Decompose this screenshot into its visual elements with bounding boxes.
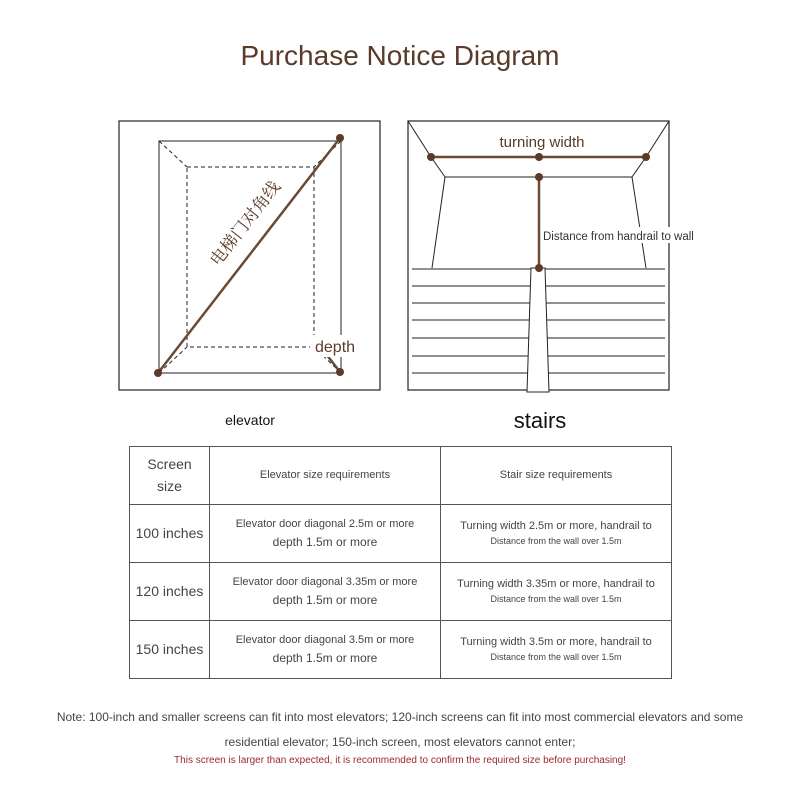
stair-req-line: Turning width 3.35m or more, handrail to — [457, 578, 655, 590]
stairs-caption: stairs — [513, 408, 567, 433]
stair-side-line — [432, 177, 445, 268]
stair-req-line: Turning width 2.5m or more, handrail to — [460, 520, 652, 532]
diagonal-endpoint — [336, 134, 344, 142]
stair-wall-line — [646, 121, 669, 157]
elevator-req-line: Elevator door diagonal 3.5m or more — [235, 633, 415, 646]
perspective-line — [159, 347, 187, 373]
screen-size-cell: 120 inches — [130, 563, 210, 621]
warning-text: This screen is larger than expected, it is recommended to confirm the required size before purchasing! — [174, 755, 626, 766]
stair-distance-line: Distance from the wall over 1.5m — [490, 652, 622, 663]
perspective-line — [159, 141, 187, 167]
turning-endpoint — [427, 153, 435, 161]
elevator-req-line: Elevator door diagonal 2.5m or more — [235, 517, 415, 530]
stair-distance-line: Distance from the wall over 1.5m — [490, 594, 622, 605]
stair-req-cell — [441, 621, 672, 679]
elevator-diagram — [119, 121, 380, 390]
stair-wall-line — [408, 121, 431, 157]
turning-endpoint — [642, 153, 650, 161]
stair-side-line — [632, 177, 646, 268]
stair-distance-line: Distance from the wall over 1.5m — [490, 536, 622, 547]
midpoint-marker — [535, 153, 543, 161]
note-text: Note: 100-inch and smaller screens can fit into most elevators; 120-inch screens can fit into most commercial elevators and some residential elevator; 150-inch screen, most elevators cannot enter; — [56, 710, 744, 749]
header-elevator: Elevator size requirements — [210, 447, 441, 505]
elevator-caption: elevator — [225, 412, 275, 428]
table-row — [130, 563, 672, 621]
depth-endpoint — [336, 368, 344, 376]
handrail-endpoint — [535, 173, 543, 181]
elevator-depth-line: depth 1.5m or more — [272, 534, 378, 549]
header-stairs: Stair size requirements — [441, 447, 672, 505]
elevator-req-cell — [210, 563, 441, 621]
page-title: Purchase Notice Diagram — [240, 40, 560, 71]
stair-req-line: Turning width 3.5m or more, handrail to — [460, 636, 652, 648]
size-requirements-table — [129, 446, 672, 679]
stair-req-cell — [441, 563, 672, 621]
table-header-row — [130, 447, 672, 505]
handrail-endpoint — [535, 264, 543, 272]
elevator-depth-line: depth 1.5m or more — [272, 592, 378, 607]
elevator-req-line: Elevator door diagonal 3.35m or more — [232, 575, 418, 588]
diagonal-endpoint — [154, 369, 162, 377]
depth-label: depth — [315, 339, 356, 356]
elevator-depth-line: depth 1.5m or more — [272, 650, 378, 665]
screen-size-cell: 150 inches — [130, 621, 210, 679]
elevator-req-cell — [210, 505, 441, 563]
door-diagonal-label: 电梯门对角线 — [206, 177, 286, 271]
turning-width-label: turning width — [499, 134, 585, 151]
table-row — [130, 621, 672, 679]
header-screen-size: Screen size — [130, 447, 210, 505]
handrail-post — [527, 268, 549, 392]
handrail-distance-label: Distance from handrail to wall — [543, 231, 694, 243]
screen-size-cell: 100 inches — [130, 505, 210, 563]
elevator-req-cell — [210, 621, 441, 679]
stairs-diagram — [408, 121, 694, 392]
stair-req-cell — [441, 505, 672, 563]
table-row — [130, 505, 672, 563]
